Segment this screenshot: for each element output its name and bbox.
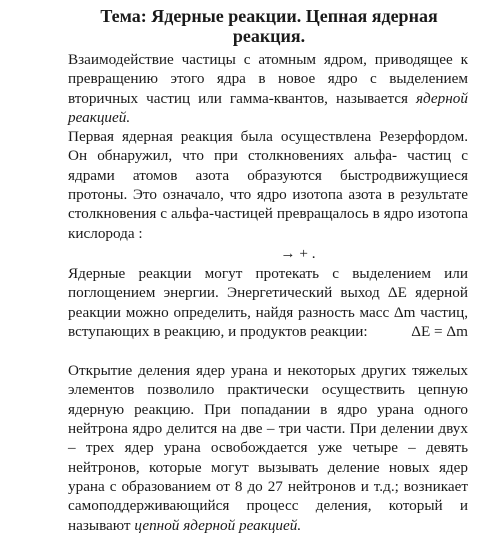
page-title: Тема: Ядерные реакции. Цепная ядерная реакция. (100, 6, 438, 46)
definition-text: Взаимодействие частицы с атомным ядром, приводящее к превращению этого ядра в новое ядро с выделением вторичных частиц или гамма-квантов, называется (68, 51, 468, 107)
definition-term: ядерной реакцией. (68, 89, 468, 126)
paragraph-gap (68, 341, 468, 361)
energy-equation: ΔE = Δm (411, 322, 468, 340)
paragraph-definition (68, 50, 468, 127)
chain-text: Открытие деления ядер урана и некоторых других тяжелых элементов позволило практически осуществить цепную ядерную реакцию. При попадании в ядро урана одного нейтрона ядро делится на две – три части. При делении двух – трех ядер урана освобождается уже четыре – девять нейтронов, которые могут вызывать деление новых ядер урана с образованием от 8 до 27 нейтронов и т.д.; возникает самоподдерживающийся процесс деления, который и называют (68, 362, 468, 534)
reaction-formula: → + . (280, 244, 316, 262)
paragraph-rutherford: Первая ядерная реакция была осуществлена Резерфордом. Он обнаружил, что при столкновениях альфа- частиц с ядрами атомов азота образуются быстродвижущиеся протоны. Это означало, что ядро изотопа азота в результате столкновения с альфа-частицей превращалось в ядро изотопа кислорода : (68, 128, 468, 242)
energy-text: Ядерные реакции могут протекать с выделением или поглощением энергии. Энергетический выход ΔE ядерной реакции можно определить, найдя разность масс Δm частиц, вступающих в реакцию, и продуктов реакции: (68, 264, 468, 340)
chain-term: цепной ядерной реакцией. (134, 516, 302, 534)
paragraph-chain-reaction (68, 361, 468, 535)
document-body (68, 50, 468, 535)
paragraph-energy (68, 264, 468, 341)
